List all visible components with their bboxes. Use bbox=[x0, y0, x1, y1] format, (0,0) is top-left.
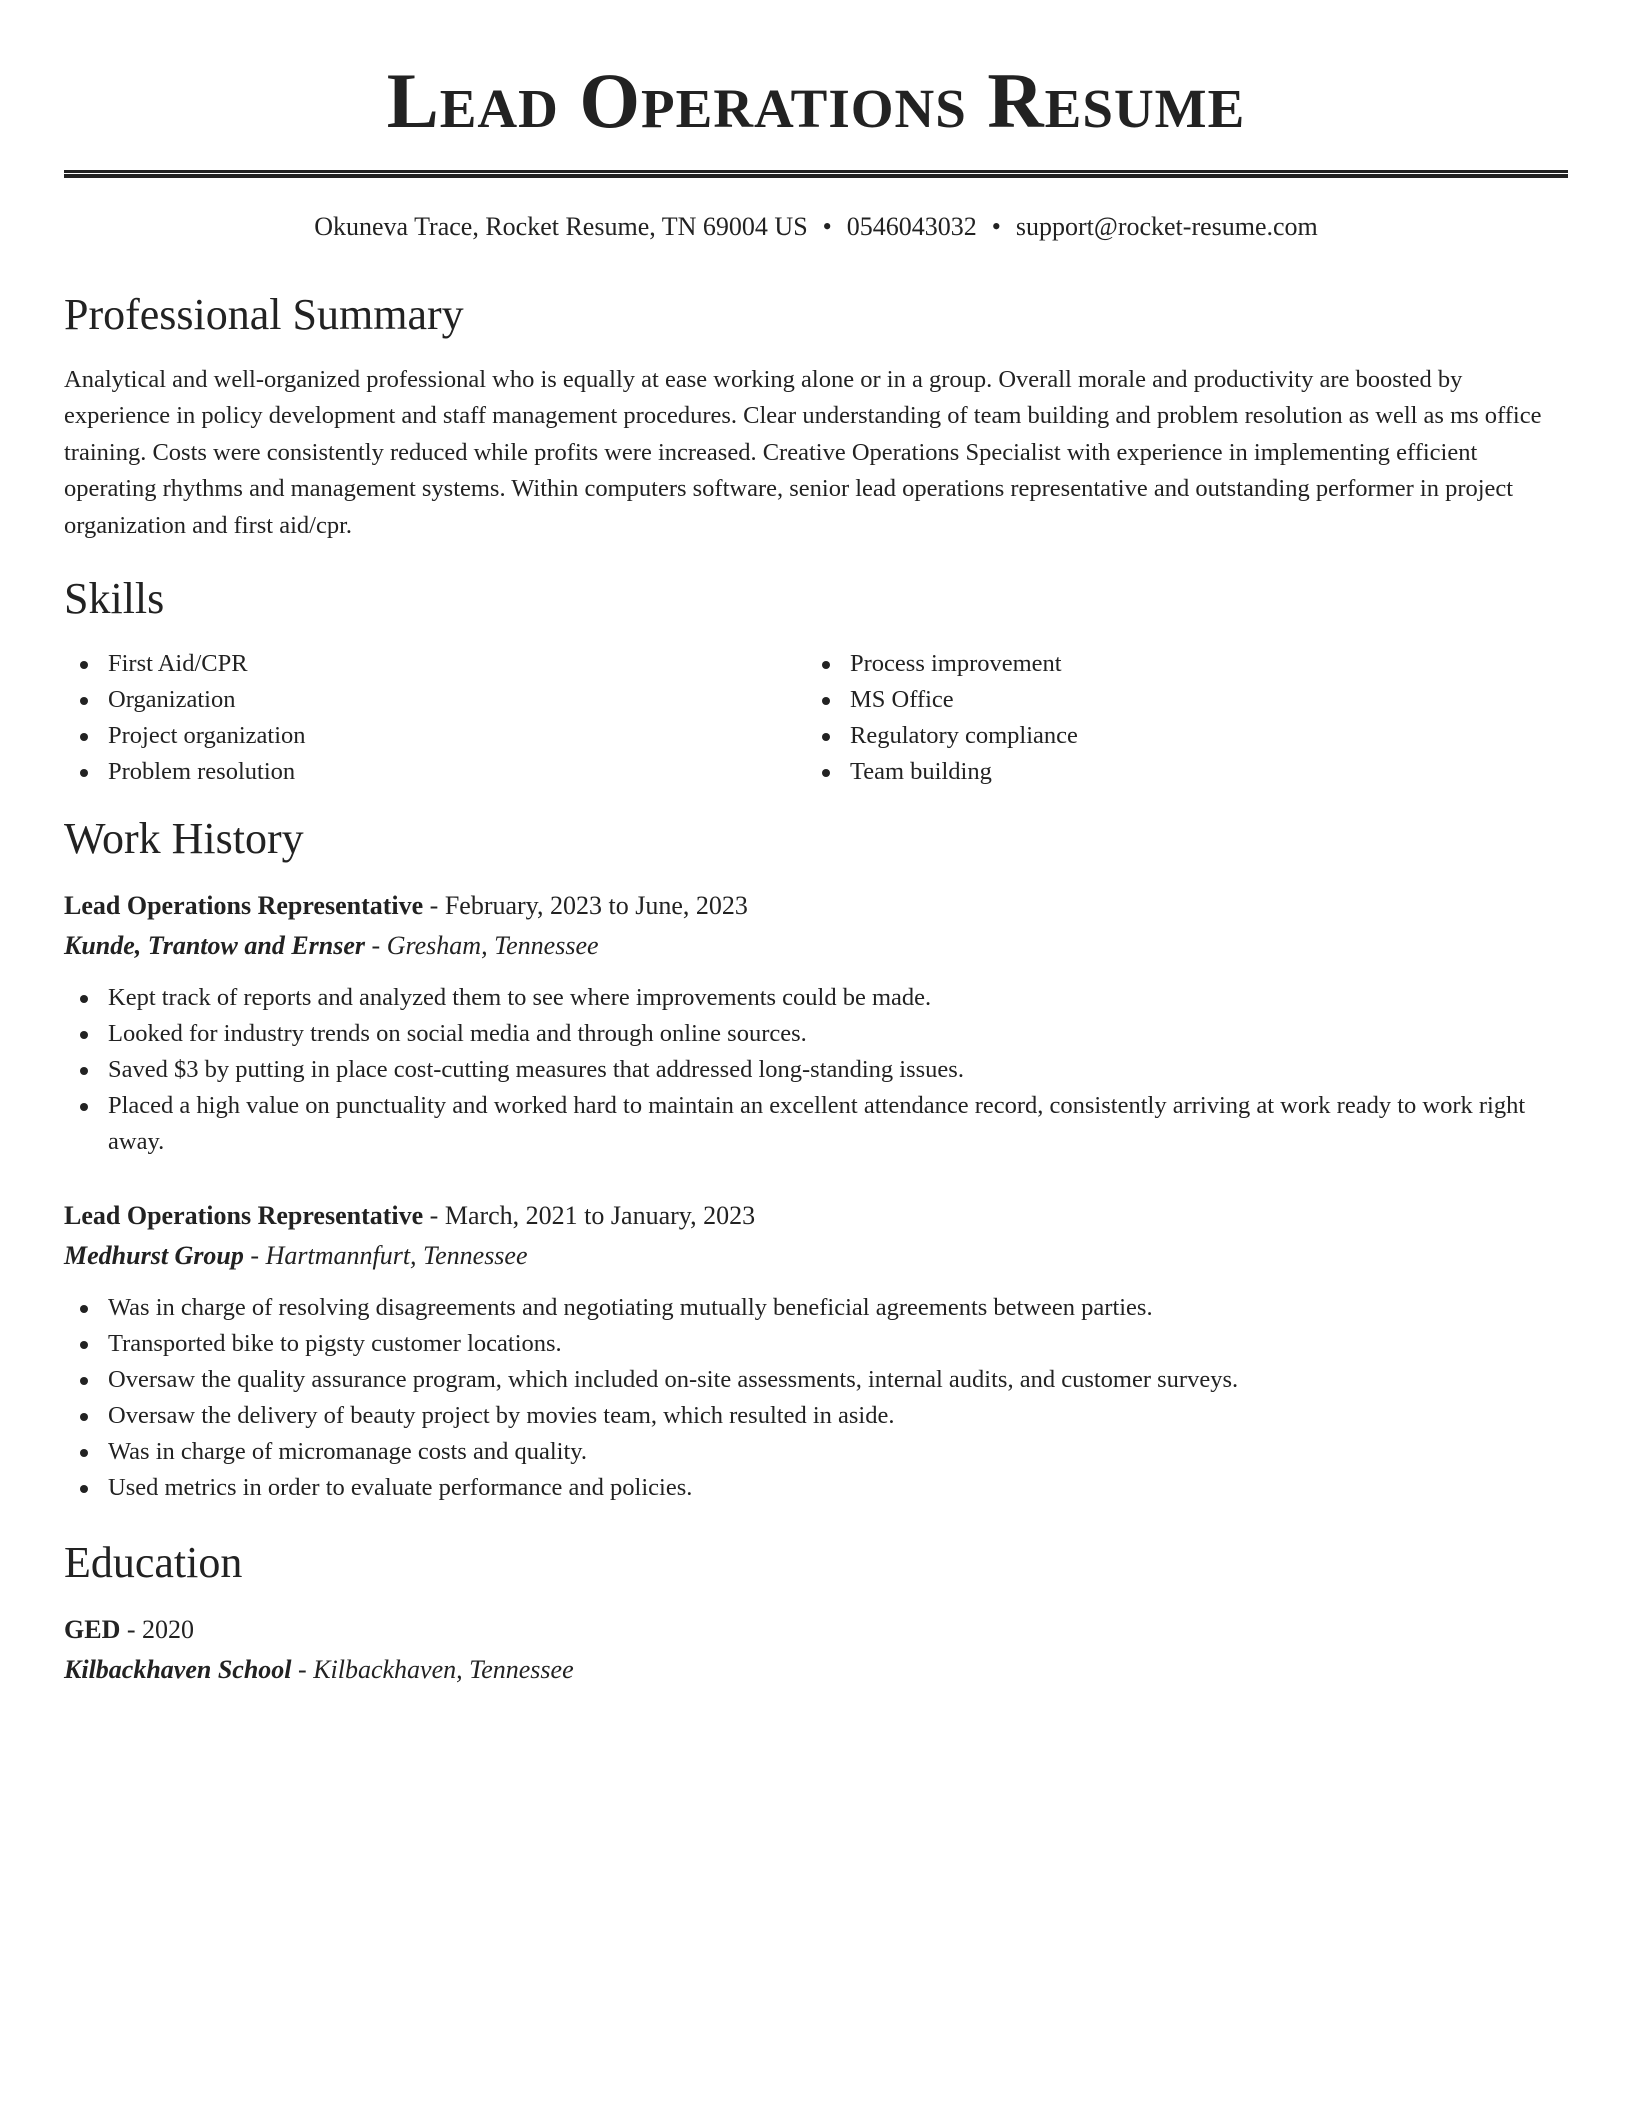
education-dash: - bbox=[120, 1615, 143, 1645]
job-company-line bbox=[64, 1238, 1568, 1274]
education-degree-line bbox=[64, 1612, 1568, 1648]
title-divider bbox=[64, 170, 1568, 178]
skill-item: MS Office bbox=[806, 682, 1548, 718]
job-location: Gresham, Tennessee bbox=[386, 931, 599, 961]
education-year: 2020 bbox=[142, 1615, 195, 1645]
skill-item: Organization bbox=[64, 682, 806, 718]
duty-item: Looked for industry trends on social media and through online sources. bbox=[64, 1016, 1568, 1052]
summary-heading: Professional Summary bbox=[64, 290, 464, 339]
skill-item: Team building bbox=[806, 754, 1548, 790]
job-dash: - bbox=[423, 891, 445, 921]
duty-item: Saved $3 by putting in place cost-cutting measures that addressed long-standing issues. bbox=[64, 1052, 1568, 1088]
education-school-line bbox=[64, 1652, 1568, 1688]
skill-item: Project organization bbox=[64, 718, 806, 754]
contact-email: support@rocket-resume.com bbox=[1015, 212, 1318, 241]
job-entry bbox=[64, 1198, 1568, 1506]
resume-page bbox=[64, 0, 1568, 1688]
job-title: Lead Operations Representative bbox=[64, 891, 424, 921]
duty-item: Oversaw the delivery of beauty project by movies team, which resulted in aside. bbox=[64, 1398, 1568, 1434]
education-heading: Education bbox=[64, 1538, 243, 1588]
job-company: Kunde, Trantow and Ernser bbox=[64, 931, 366, 961]
job-duties bbox=[64, 980, 1568, 1160]
page-title: Lead Operations Resume bbox=[386, 57, 1246, 144]
contact-line bbox=[64, 210, 1568, 244]
job-title: Lead Operations Representative bbox=[64, 1201, 424, 1231]
job-company: Medhurst Group bbox=[64, 1241, 244, 1271]
job-dates: March, 2021 to January, 2023 bbox=[444, 1201, 756, 1231]
education-location: Kilbackhaven, Tennessee bbox=[313, 1655, 574, 1685]
skills-grid bbox=[64, 646, 1568, 790]
contact-phone: 0546043032 bbox=[846, 212, 977, 241]
duty-item: Kept track of reports and analyzed them to see where improvements could be made. bbox=[64, 980, 1568, 1016]
work-history-heading: Work History bbox=[64, 814, 304, 864]
job-dates: February, 2023 to June, 2023 bbox=[444, 891, 748, 921]
skills-list-left bbox=[64, 646, 806, 790]
job-duties bbox=[64, 1290, 1568, 1506]
contact-separator: • bbox=[991, 212, 1001, 241]
skill-item: Regulatory compliance bbox=[806, 718, 1548, 754]
duty-item: Placed a high value on punctuality and worked hard to maintain an excellent attendance record, consistently arriving at work ready to work right away. bbox=[64, 1088, 1568, 1160]
duty-item: Was in charge of micromanage costs and quality. bbox=[64, 1434, 1568, 1470]
contact-separator: • bbox=[822, 212, 832, 241]
job-dash: - bbox=[243, 1241, 266, 1271]
skill-item: First Aid/CPR bbox=[64, 646, 806, 682]
education-school: Kilbackhaven School bbox=[64, 1655, 292, 1685]
skills-list-right bbox=[806, 646, 1548, 790]
job-title-line bbox=[64, 888, 1568, 924]
job-entry bbox=[64, 888, 1568, 1160]
job-dash: - bbox=[365, 931, 387, 961]
skills-heading: Skills bbox=[64, 574, 165, 624]
job-title-line bbox=[64, 1198, 1568, 1234]
summary-text: Analytical and well-organized professional who is equally at ease working alone or in a group. Overall morale and productivity are boosted by experience in policy development and staff management procedures. Clear understanding of team building and problem resolution as well as ms office training. Costs were consistently reduced while profits were increased. Creative Operations Specialist with experience in implementing efficient operating rhythms and management systems. Within computers software, senior lead operations representative and outstanding performer in project organization and first aid/cpr. bbox=[64, 366, 1542, 539]
duty-item: Used metrics in order to evaluate performance and policies. bbox=[64, 1470, 1568, 1506]
job-location: Hartmannfurt, Tennessee bbox=[265, 1241, 528, 1271]
skill-item: Process improvement bbox=[806, 646, 1548, 682]
duty-item: Oversaw the quality assurance program, which included on-site assessments, internal audits, and customer surveys. bbox=[64, 1362, 1568, 1398]
education-degree: GED bbox=[64, 1615, 121, 1645]
contact-address: Okuneva Trace, Rocket Resume, TN 69004 US bbox=[314, 212, 808, 241]
job-company-line bbox=[64, 928, 1568, 964]
duty-item: Transported bike to pigsty customer locations. bbox=[64, 1326, 1568, 1362]
duty-item: Was in charge of resolving disagreements and negotiating mutually beneficial agreements between parties. bbox=[64, 1290, 1568, 1326]
skill-item: Problem resolution bbox=[64, 754, 806, 790]
job-dash: - bbox=[423, 1201, 445, 1231]
education-dash: - bbox=[291, 1655, 314, 1685]
